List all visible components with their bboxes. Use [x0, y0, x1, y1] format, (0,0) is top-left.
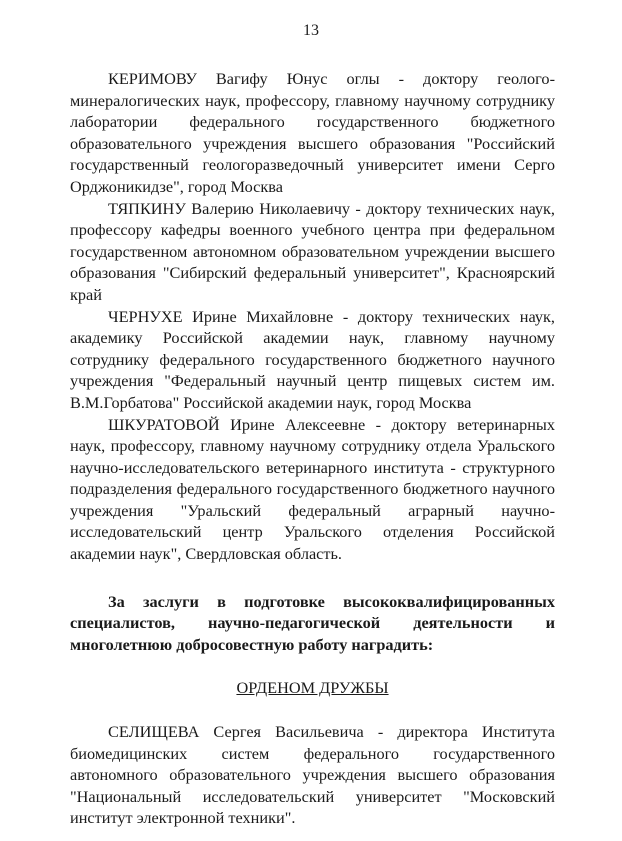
- document-body: [70, 68, 555, 829]
- paragraph-chernukha: ЧЕРНУХЕ Ирине Михайловне - доктору технических наук, академику Российской академии наук, главному научному сотруднику федерального государственного бюджетного научного учреждения "Федеральный научный центр пищевых систем им. В.М.Горбатова" Российской академии наук, город Москва: [70, 306, 555, 412]
- spacer: [70, 565, 555, 591]
- paragraph-shkuratova: ШКУРАТОВОЙ Ирине Алексеевне - доктору ветеринарных наук, профессору, главному научному сотруднику отдела Уральского научно-исследовательского ветеринарного института - структурного подразделения федерального государственного бюджетного научного учреждения "Уральский федеральный аграрный научно-исследовательский центр Уральского отделения Российской академии наук", Свердловская область.: [70, 414, 555, 564]
- award-intro: За заслуги в подготовке высококвалифицированных специалистов, научно-педагогической деятельности и многолетнюю добросовестную работу наградить:: [70, 591, 555, 654]
- award-heading: ОРДЕНОМ ДРУЖБЫ: [236, 678, 389, 698]
- page-number: 13: [303, 22, 319, 39]
- spacer: [70, 655, 555, 677]
- paragraph-selishchev: СЕЛИЩЕВА Сергея Васильевича - директора Института биомедицинских систем федерального государственного автономного образовательного учреждения высшего образования "Национальный исследовательский университет "Московский институт электронной техники".: [70, 722, 555, 828]
- spacer: [70, 699, 555, 721]
- paragraph-tyapkin: ТЯПКИНУ Валерию Николаевичу - доктору технических наук, профессору кафедры военного учебного центра при федеральном государственном автономном образовательном учреждении высшего образования "Сибирский федеральный университет", Красноярский край: [70, 198, 555, 304]
- paragraph-kerimov: КЕРИМОВУ Вагифу Юнус оглы - доктору геолого-минералогических наук, профессору, главному научному сотруднику лаборатории федерального государственного бюджетного образовательного учреждения высшего образования "Российский государственный геологоразведочный университет имени Серго Орджоникидзе", город Москва: [70, 69, 555, 196]
